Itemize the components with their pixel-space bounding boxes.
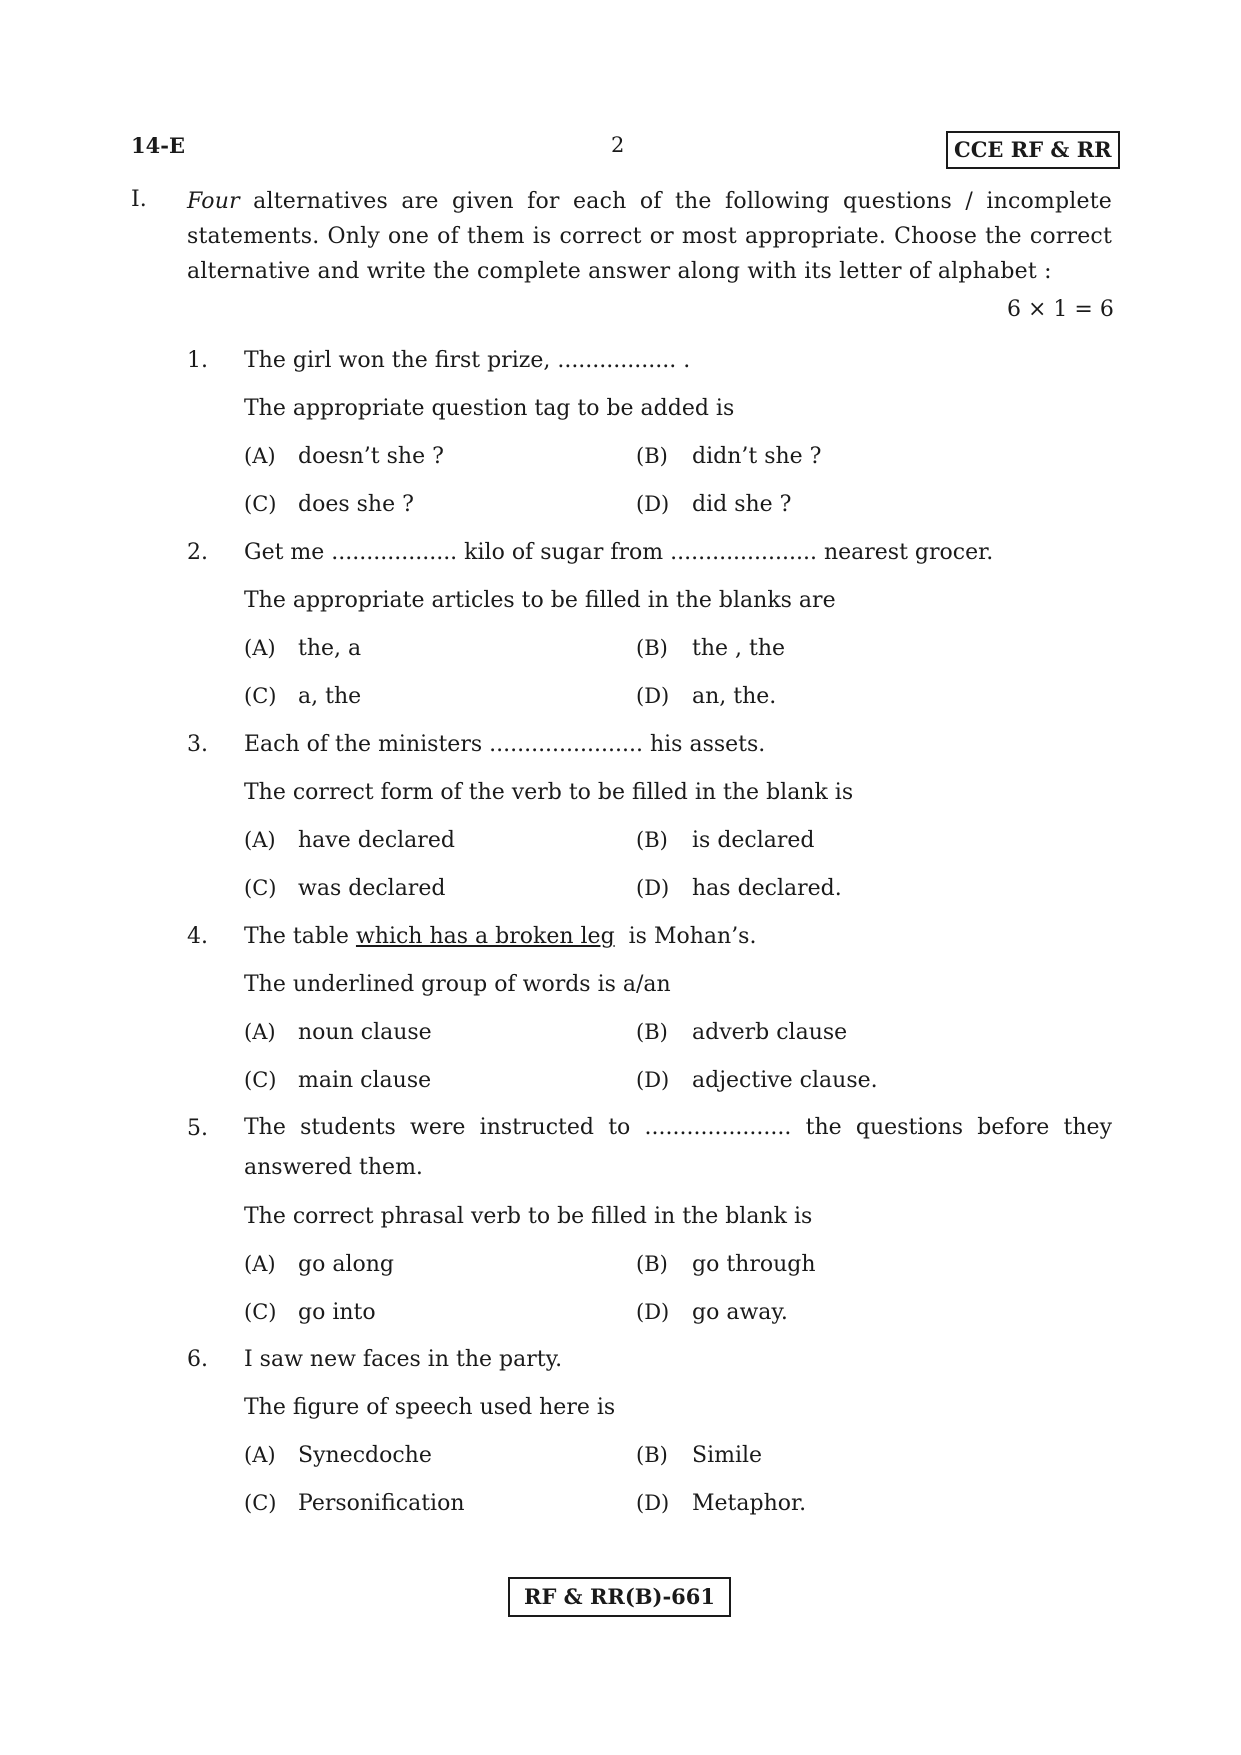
question-stem (244, 924, 756, 949)
option-label: (D) (636, 492, 670, 516)
question-number: 6. (187, 1347, 208, 1372)
question-number: 1. (187, 348, 208, 373)
option-label: (C) (244, 684, 277, 708)
question-stem: Each of the ministers ...................... his assets. (244, 732, 766, 757)
question-prompt: The correct form of the verb to be filled in the blank is (244, 780, 854, 805)
option-label: (B) (636, 1020, 668, 1044)
option-label: (C) (244, 492, 277, 516)
question-number: 3. (187, 732, 208, 757)
option-text: go into (298, 1300, 376, 1325)
question-number: 5. (187, 1116, 208, 1141)
option-text: adjective clause. (692, 1068, 878, 1093)
option-text: an, the. (692, 684, 777, 709)
question-stem: I saw new faces in the party. (244, 1347, 563, 1372)
option-label: (A) (244, 444, 276, 468)
option-text: doesn’t she ? (298, 444, 444, 469)
underlined-phrase: which has a broken leg (355, 924, 615, 949)
question-stem: Get me .................. kilo of sugar from ..................... nearest grocer. (244, 540, 994, 565)
option-text: adverb clause (692, 1020, 848, 1045)
option-text: did she ? (692, 492, 792, 517)
option-label: (B) (636, 444, 668, 468)
option-text: a, the (298, 684, 362, 709)
question-prompt: The underlined group of words is a/an (244, 972, 671, 997)
option-text: Personification (298, 1491, 465, 1516)
option-label: (C) (244, 1068, 277, 1092)
option-text: the, a (298, 636, 362, 661)
question-prompt: The correct phrasal verb to be filled in the blank is (244, 1204, 813, 1229)
option-label: (A) (244, 636, 276, 660)
option-label: (C) (244, 1300, 277, 1324)
option-label: (A) (244, 828, 276, 852)
question-stem: The students were instructed to ..................... the questions before they answered them. (244, 1115, 1112, 1180)
option-text: go through (692, 1252, 816, 1277)
question-prompt: The appropriate articles to be filled in the blanks are (244, 588, 836, 613)
section-number: I. (131, 187, 147, 212)
paper-code: 14-E (131, 133, 185, 158)
option-label: (A) (244, 1252, 276, 1276)
section-instruction (187, 184, 1112, 289)
option-label: (A) (244, 1443, 276, 1467)
instruction-text: alternatives are given for each of the following questions / incomplete statements. Only one of them is correct or most appropriate. Choose the correct alternative and write the complete answer along with its letter of alphabet : (187, 189, 1112, 284)
option-text: go along (298, 1252, 394, 1277)
option-text: Simile (692, 1443, 763, 1468)
option-text: is declared (692, 828, 815, 853)
marks-allocation: 6 × 1 = 6 (1007, 297, 1114, 322)
page-number: 2 (611, 133, 625, 157)
option-label: (C) (244, 1491, 277, 1515)
stem-text: The table (244, 924, 356, 949)
option-text: Synecdoche (298, 1443, 432, 1468)
option-text: have declared (298, 828, 455, 853)
option-label: (D) (636, 1491, 670, 1515)
option-label: (B) (636, 1252, 668, 1276)
option-label: (D) (636, 684, 670, 708)
option-label: (C) (244, 876, 277, 900)
option-text: the , the (692, 636, 786, 661)
question-prompt: The figure of speech used here is (244, 1395, 616, 1420)
option-text: didn’t she ? (692, 444, 822, 469)
option-label: (B) (636, 1443, 668, 1467)
option-text: go away. (692, 1300, 788, 1325)
option-label: (A) (244, 1020, 276, 1044)
instruction-emphasis: Four (187, 189, 240, 214)
question-number: 2. (187, 540, 208, 565)
option-text: has declared. (692, 876, 842, 901)
footer-code-box: RF & RR(B)-661 (508, 1577, 731, 1617)
option-text: does she ? (298, 492, 414, 517)
option-label: (B) (636, 636, 668, 660)
question-prompt: The appropriate question tag to be added is (244, 396, 735, 421)
question-number: 4. (187, 924, 208, 949)
option-text: main clause (298, 1068, 432, 1093)
option-text: was declared (298, 876, 446, 901)
option-text: Metaphor. (692, 1491, 807, 1516)
option-label: (D) (636, 876, 670, 900)
question-stem: The girl won the first prize, ................. . (244, 348, 691, 373)
option-label: (B) (636, 828, 668, 852)
option-label: (D) (636, 1300, 670, 1324)
option-label: (D) (636, 1068, 670, 1092)
series-box: CCE RF & RR (946, 131, 1120, 169)
stem-text: is Mohan’s. (614, 924, 757, 949)
option-text: noun clause (298, 1020, 432, 1045)
